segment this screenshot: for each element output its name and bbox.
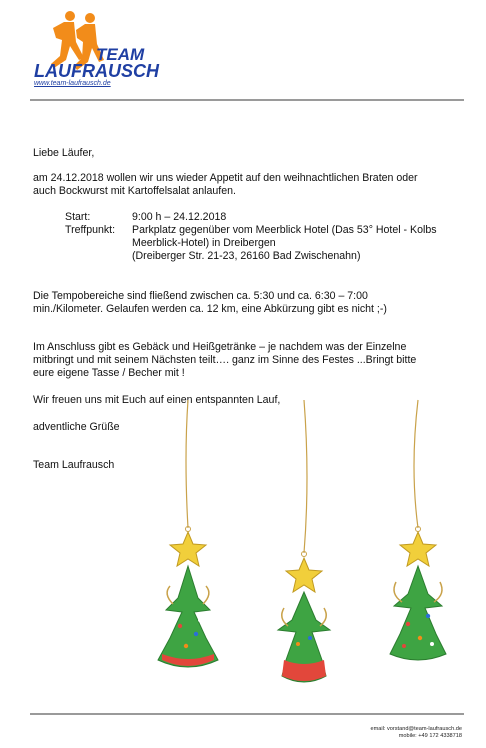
footer-email[interactable]: email: vorstand@team-laufrausch.de [370, 726, 462, 732]
logo-wordmark [30, 42, 170, 82]
christmas-tree-ornament-icon [378, 398, 458, 688]
after-line-3: eure eigene Tasse / Becher mit ! [33, 367, 185, 379]
meeting-point-row [65, 224, 437, 263]
after-line-2: mitbringt und mit seinem Nächsten teilt…. ganz im Sinne des Festes ...Bringt bitte [33, 354, 417, 366]
logo-line1: TEAM [96, 45, 145, 64]
signature: Team Laufrausch [33, 459, 115, 471]
regards: adventliche Grüße [33, 421, 120, 433]
intro-line-1: am 24.12.2018 wollen wir uns wieder Appetit auf den weihnachtlichen Braten oder [33, 172, 418, 184]
start-row [65, 211, 226, 224]
christmas-tree-ornament-icon [264, 398, 344, 688]
meeting-point-line-2: Meerblick-Hotel) in Dreibergen [132, 237, 276, 249]
logo-line2: LAUFRAUSCH [34, 61, 159, 81]
greeting: Liebe Läufer, [33, 147, 95, 159]
website-link[interactable]: www.team-laufrausch.de [34, 80, 111, 87]
meeting-point-line-1: Parkplatz gegenüber vom Meerblick Hotel (Das 53° Hotel - Kolbs [132, 224, 437, 236]
start-label: Start: [65, 211, 91, 223]
meeting-point-label: Treffpunkt: [65, 224, 116, 236]
team-logo[interactable] [30, 8, 170, 94]
after-line-1: Im Anschluss gibt es Gebäck und Heißgetränke – je nachdem was der Einzelne [33, 341, 407, 353]
header-divider [30, 99, 464, 101]
footer-contact [371, 726, 463, 740]
closing-wish: Wir freuen uns mit Euch auf einen entspannten Lauf, [33, 394, 281, 406]
footer-divider [30, 713, 464, 715]
intro-line-2: auch Bockwurst mit Kartoffelsalat anlaufen. [33, 185, 236, 197]
christmas-tree-ornament-icon [148, 398, 228, 688]
footer-mobile: mobile: +49 172 4338718 [398, 733, 462, 739]
pace-line-1: Die Tempobereiche sind fließend zwischen ca. 5:30 und ca. 6:30 – 7:00 [33, 290, 368, 302]
start-value: 9:00 h – 24.12.2018 [132, 211, 227, 223]
meeting-point-line-3: (Dreiberger Str. 21-23, 26160 Bad Zwischenahn) [132, 250, 361, 262]
pace-line-2: min./Kilometer. Gelaufen werden ca. 12 km, eine Abkürzung gibt es nicht ;-) [33, 303, 387, 315]
